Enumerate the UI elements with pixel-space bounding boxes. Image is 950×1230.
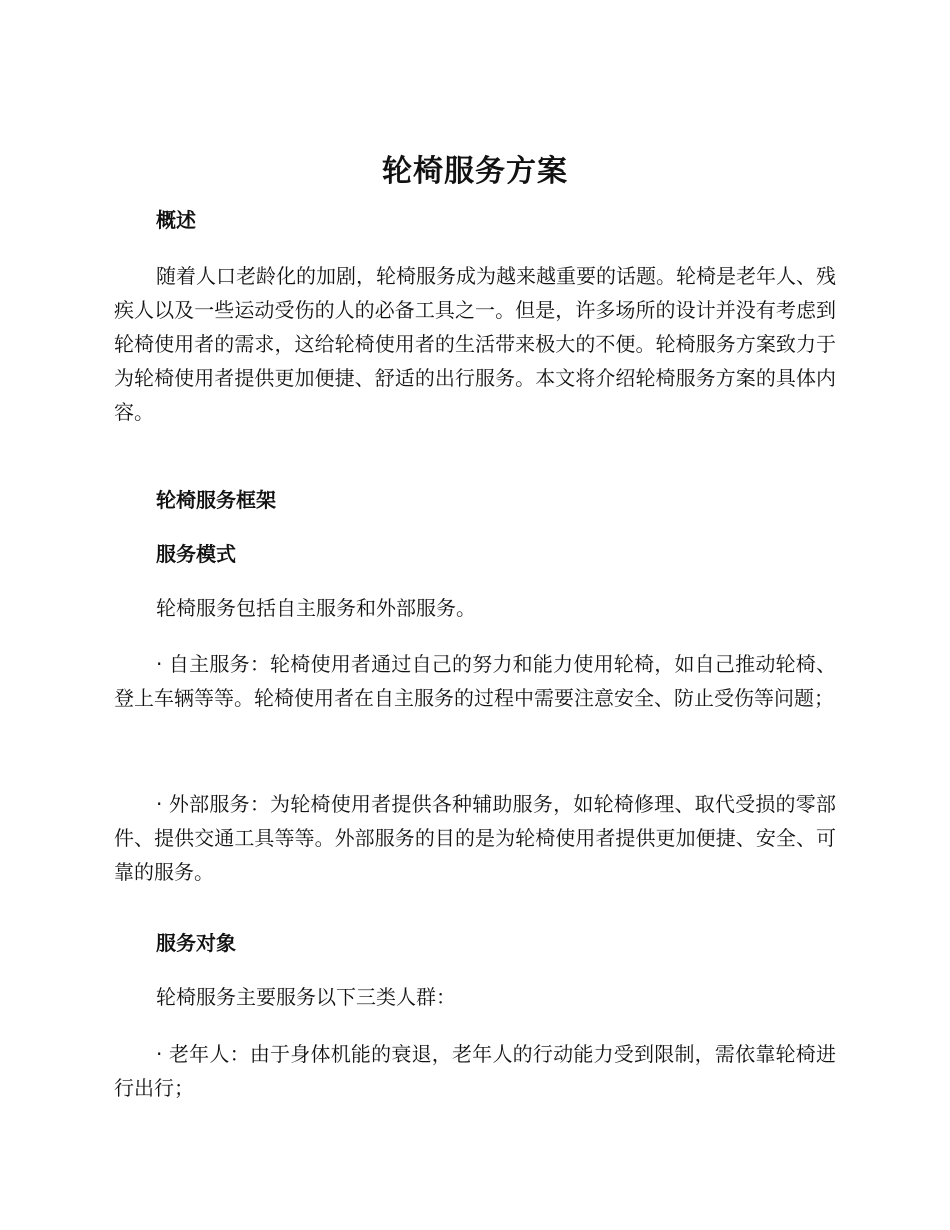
elderly-item: · 老年人：由于身体机能的衰退，老年人的行动能力受到限制，需依靠轮椅进行出行；	[114, 1042, 836, 1100]
self-service-item: · 自主服务：轮椅使用者通过自己的努力和能力使用轮椅，如自己推动轮椅、登上车辆等等。轮椅使用者在自主服务的过程中需要注意安全、防止受伤等问题；	[114, 652, 836, 710]
framework-heading: 轮椅服务框架	[156, 488, 276, 512]
mode-heading: 服务模式	[156, 542, 236, 566]
overview-paragraph: 随着人口老龄化的加剧，轮椅服务成为越来越重要的话题。轮椅是老年人、残疾人以及一些运动受伤的人的必备工具之一。但是，许多场所的设计并没有考虑到轮椅使用者的需求，这给轮椅使用者的生活带来极大的不便。轮椅服务方案致力于为轮椅使用者提供更加便捷、舒适的出行服务。本文将介绍轮椅服务方案的具体内容。	[114, 264, 836, 424]
external-service-item: · 外部服务：为轮椅使用者提供各种辅助服务，如轮椅修理、取代受损的零部件、提供交通工具等等。外部服务的目的是为轮椅使用者提供更加便捷、安全、可靠的服务。	[114, 792, 836, 884]
target-heading: 服务对象	[156, 931, 236, 955]
document-title: 轮椅服务方案	[382, 154, 568, 189]
overview-heading: 概述	[156, 208, 196, 232]
target-intro-paragraph: 轮椅服务主要服务以下三类人群：	[156, 985, 456, 1009]
mode-intro-paragraph: 轮椅服务包括自主服务和外部服务。	[156, 596, 476, 620]
